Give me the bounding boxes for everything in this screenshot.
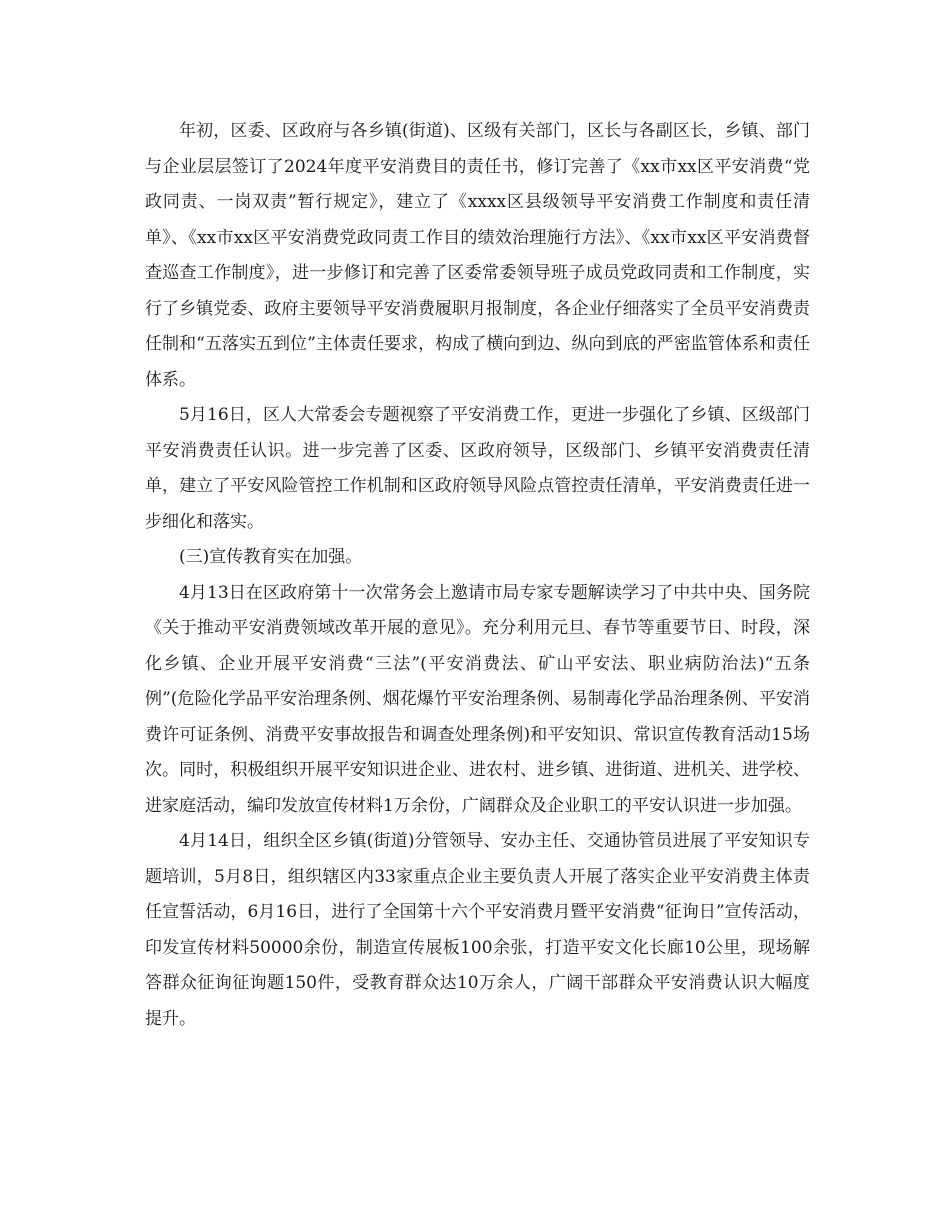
paragraph-publicity-april13: 4月13日在区政府第十一次常务会上邀请市局专家专题解读学习了中共中央、国务院《关于推动平安消费领域改革开展的意见》。充分利用元旦、春节等重要节日、时段，深化乡镇、企业开展平安消费“三法”(平安消费法、矿山平安法、职业病防治法)“五条例”(危险化学品平安治理条例、烟花爆竹平安治理条例、易制毒化学品治理条例、平安消费许可证条例、消费平安事故报告和调查处理条例)和平安知识、常识宣传教育活动15场次。同时，积极组织开展平安知识进企业、进农村、进乡镇、进街道、进机关、进学校、进家庭活动，编印发放宣传材料1万余份，广阔群众及企业职工的平安认识进一步加强。 [145,582,810,816]
section-heading-publicity-education: (三)宣传教育实在加强。 [179,547,363,567]
paragraph-responsibility-system: 年初，区委、区政府与各乡镇(街道)、区级有关部门，区长与各副区长，乡镇、部门与企业层层签订了2024年度平安消费目的责任书，修订完善了《xx市xx区平安消费“党政同责、一岗双责”暂行规定》，建立了《xxxx区县级领导平安消费工作制度和责任清单》、《xx市xx区平安消费党政同责工作目的绩效治理施行方法》、《xx市xx区平安消费督查巡查工作制度》，进一步修订和完善了区委常委领导班子成员党政同责和工作制度，实行了乡镇党委、政府主要领导平安消费履职月报制度，各企业仔细落实了全员平安消费责任制和“五落实五到位”主体责任要求，构成了横向到边、纵向到底的严密监管体系和责任体系。 [145,121,810,390]
paragraph-training-april14: 4月14日，组织全区乡镇(街道)分管领导、安办主任、交通协管员进展了平安知识专题培训，5月8日，组织辖区内33家重点企业主要负责人开展了落实企业平安消费主体责任宣誓活动，6月16日，进行了全国第十六个平安消费月暨平安消费“征询日”宣传活动，印发宣传材料50000余份，制造宣传展板100余张，打造平安文化长廊10公里，现场解答群众征询征询题150件，受教育群众达10万余人，广阔干部群众平安消费认识大幅度提升。 [145,831,810,1029]
document-body [145,114,810,1037]
paragraph-inspection-may16: 5月16日，区人大常委会专题视察了平安消费工作，更进一步强化了乡镇、区级部门平安消费责任认识。进一步完善了区委、区政府领导，区级部门、乡镇平安消费责任清单，建立了平安风险管控工作机制和区政府领导风险点管控责任清单，平安消费责任进一步细化和落实。 [145,405,810,532]
